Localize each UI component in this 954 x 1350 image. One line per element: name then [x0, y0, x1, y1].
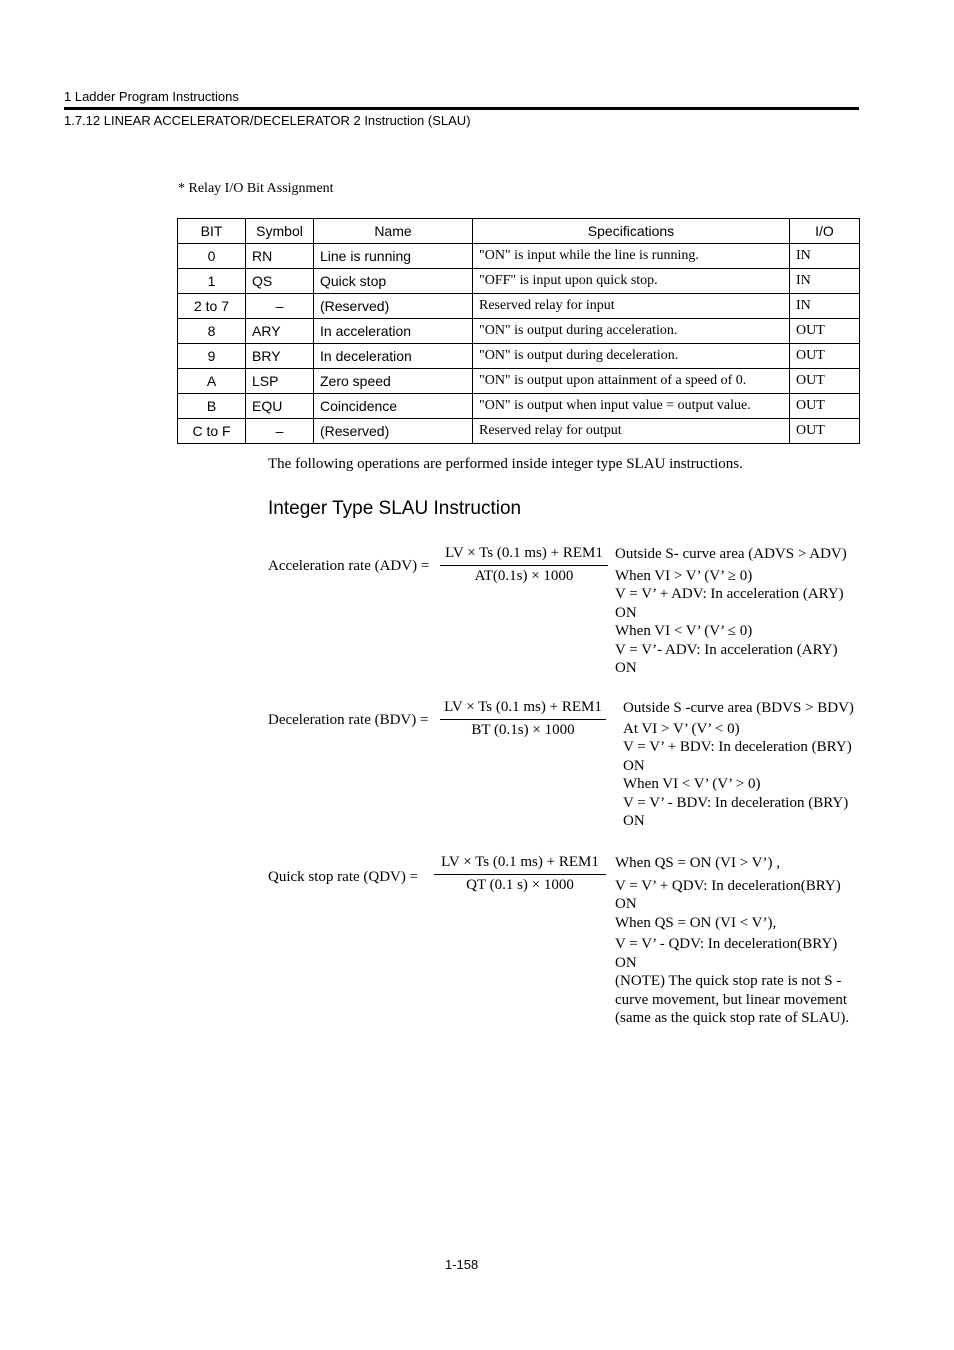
cell-name: Zero speed: [314, 369, 473, 394]
cell-bit: A: [178, 369, 246, 394]
condition-line: When VI < V’ (V’ ≤ 0): [615, 623, 753, 639]
cell-bit: 1: [178, 269, 246, 294]
cell-symbol: EQU: [246, 394, 314, 419]
cell-symbol: –: [246, 419, 314, 444]
cell-specification: "ON" is output when input value = output value.: [473, 394, 790, 419]
table-row: [178, 269, 860, 294]
cell-io: OUT: [790, 344, 860, 369]
subheading: Integer Type SLAU Instruction: [268, 498, 522, 519]
quick-stop-rate-label: Quick stop rate (QDV) =: [268, 869, 419, 885]
acceleration-rate-fraction: [440, 545, 608, 585]
condition-line: ON: [623, 757, 645, 774]
table-row: [178, 419, 860, 444]
condition-line: When QS = ON (VI > V’) ,: [615, 855, 780, 871]
cell-bit: 2 to 7: [178, 294, 246, 319]
cell-symbol: BRY: [246, 344, 314, 369]
col-header-bit: BIT: [178, 219, 246, 244]
condition-line: At VI > V’ (V’ < 0): [623, 720, 740, 737]
condition-line: When VI > V’ (V’ ≥ 0): [615, 567, 753, 584]
cell-symbol: –: [246, 294, 314, 319]
condition-line: V = V’ + BDV: In deceleration (BRY): [623, 739, 852, 755]
condition-line: ON: [615, 660, 637, 676]
cell-specification: "ON" is output upon attainment of a speed of 0.: [473, 369, 790, 394]
cell-specification: "OFF" is input upon quick stop.: [473, 269, 790, 294]
acceleration-rate-denominator: AT(0.1s) × 1000: [474, 568, 574, 584]
col-header-symbol: Symbol: [246, 219, 314, 244]
condition-line: curve movement, but linear movement: [615, 991, 848, 1008]
cell-io: OUT: [790, 419, 860, 444]
cell-specification: Reserved relay for output: [473, 419, 790, 444]
condition-line: Outside S- curve area (ADVS > ADV): [615, 546, 847, 562]
cell-symbol: ARY: [246, 319, 314, 344]
table-header-row: [178, 219, 860, 244]
condition-line: V = V’- ADV: In acceleration (ARY): [615, 641, 838, 658]
deceleration-rate-fraction: [440, 699, 606, 739]
cell-io: IN: [790, 294, 860, 319]
cell-name: Coincidence: [314, 394, 473, 419]
table-row: [178, 344, 860, 369]
intro-paragraph: The following operations are performed inside integer type SLAU instructions.: [268, 456, 743, 472]
deceleration-rate-label: Deceleration rate (BDV) =: [268, 712, 429, 728]
cell-specification: "ON" is output during deceleration.: [473, 344, 790, 369]
cell-name: (Reserved): [314, 419, 473, 444]
cell-symbol: QS: [246, 269, 314, 294]
cell-bit: C to F: [178, 419, 246, 444]
quick-stop-conditions: [615, 854, 849, 1028]
acceleration-conditions: [615, 545, 847, 678]
chapter-header: 1 Ladder Program Instructions: [64, 89, 239, 104]
col-header-io: I/O: [790, 219, 860, 244]
deceleration-rate-numerator: LV × Ts (0.1 ms) + REM1: [440, 699, 606, 720]
cell-symbol: RN: [246, 244, 314, 269]
quick-stop-rate-denominator: QT (0.1 s) × 1000: [466, 877, 574, 893]
col-header-specifications: Specifications: [473, 219, 790, 244]
table-row: [178, 319, 860, 344]
table-row: [178, 294, 860, 319]
quick-stop-rate-numerator: LV × Ts (0.1 ms) + REM1: [434, 854, 606, 875]
cell-name: Line is running: [314, 244, 473, 269]
cell-name: In acceleration: [314, 319, 473, 344]
cell-bit: 9: [178, 344, 246, 369]
cell-specification: Reserved relay for input: [473, 294, 790, 319]
condition-line: (NOTE) The quick stop rate is not S -: [615, 973, 842, 989]
cell-specification: "ON" is output during acceleration.: [473, 319, 790, 344]
page-number: 1-158: [445, 1257, 479, 1272]
condition-line: ON: [615, 896, 637, 912]
cell-io: OUT: [790, 394, 860, 419]
condition-line: Outside S -curve area (BDVS > BDV): [623, 700, 854, 716]
condition-line: V = V’ + ADV: In acceleration (ARY): [615, 586, 844, 602]
deceleration-rate-denominator: BT (0.1s) × 1000: [471, 722, 575, 738]
cell-io: IN: [790, 244, 860, 269]
cell-name: In deceleration: [314, 344, 473, 369]
header-rule: [64, 107, 859, 110]
condition-line: When VI < V’ (V’ > 0): [623, 776, 761, 792]
acceleration-rate-label: Acceleration rate (ADV) =: [268, 558, 430, 574]
cell-io: OUT: [790, 319, 860, 344]
condition-line: V = V’ + QDV: In deceleration(BRY): [615, 877, 841, 894]
quick-stop-rate-fraction: [434, 854, 606, 894]
col-header-name: Name: [314, 219, 473, 244]
cell-io: IN: [790, 269, 860, 294]
cell-specification: "ON" is input while the line is running.: [473, 244, 790, 269]
acceleration-rate-numerator: LV × Ts (0.1 ms) + REM1: [440, 545, 608, 566]
cell-name: Quick stop: [314, 269, 473, 294]
cell-io: OUT: [790, 369, 860, 394]
table-row: [178, 244, 860, 269]
section-header: 1.7.12 LINEAR ACCELERATOR/DECELERATOR 2 Instruction (SLAU): [64, 113, 471, 128]
table-caption: * Relay I/O Bit Assignment: [178, 181, 334, 196]
condition-line: V = V’ - BDV: In deceleration (BRY): [623, 794, 849, 811]
table-row: [178, 369, 860, 394]
cell-bit: B: [178, 394, 246, 419]
condition-line: V = V’ - QDV: In deceleration(BRY): [615, 936, 838, 952]
cell-symbol: LSP: [246, 369, 314, 394]
deceleration-conditions: [623, 699, 854, 831]
table-row: [178, 394, 860, 419]
cell-name: (Reserved): [314, 294, 473, 319]
relay-bit-table: [177, 218, 860, 444]
cell-bit: 0: [178, 244, 246, 269]
condition-line: When QS = ON (VI < V’),: [615, 914, 777, 931]
cell-bit: 8: [178, 319, 246, 344]
condition-line: ON: [623, 813, 645, 829]
condition-line: ON: [615, 954, 637, 971]
condition-line: ON: [615, 604, 637, 621]
condition-line: (same as the quick stop rate of SLAU).: [615, 1010, 850, 1026]
